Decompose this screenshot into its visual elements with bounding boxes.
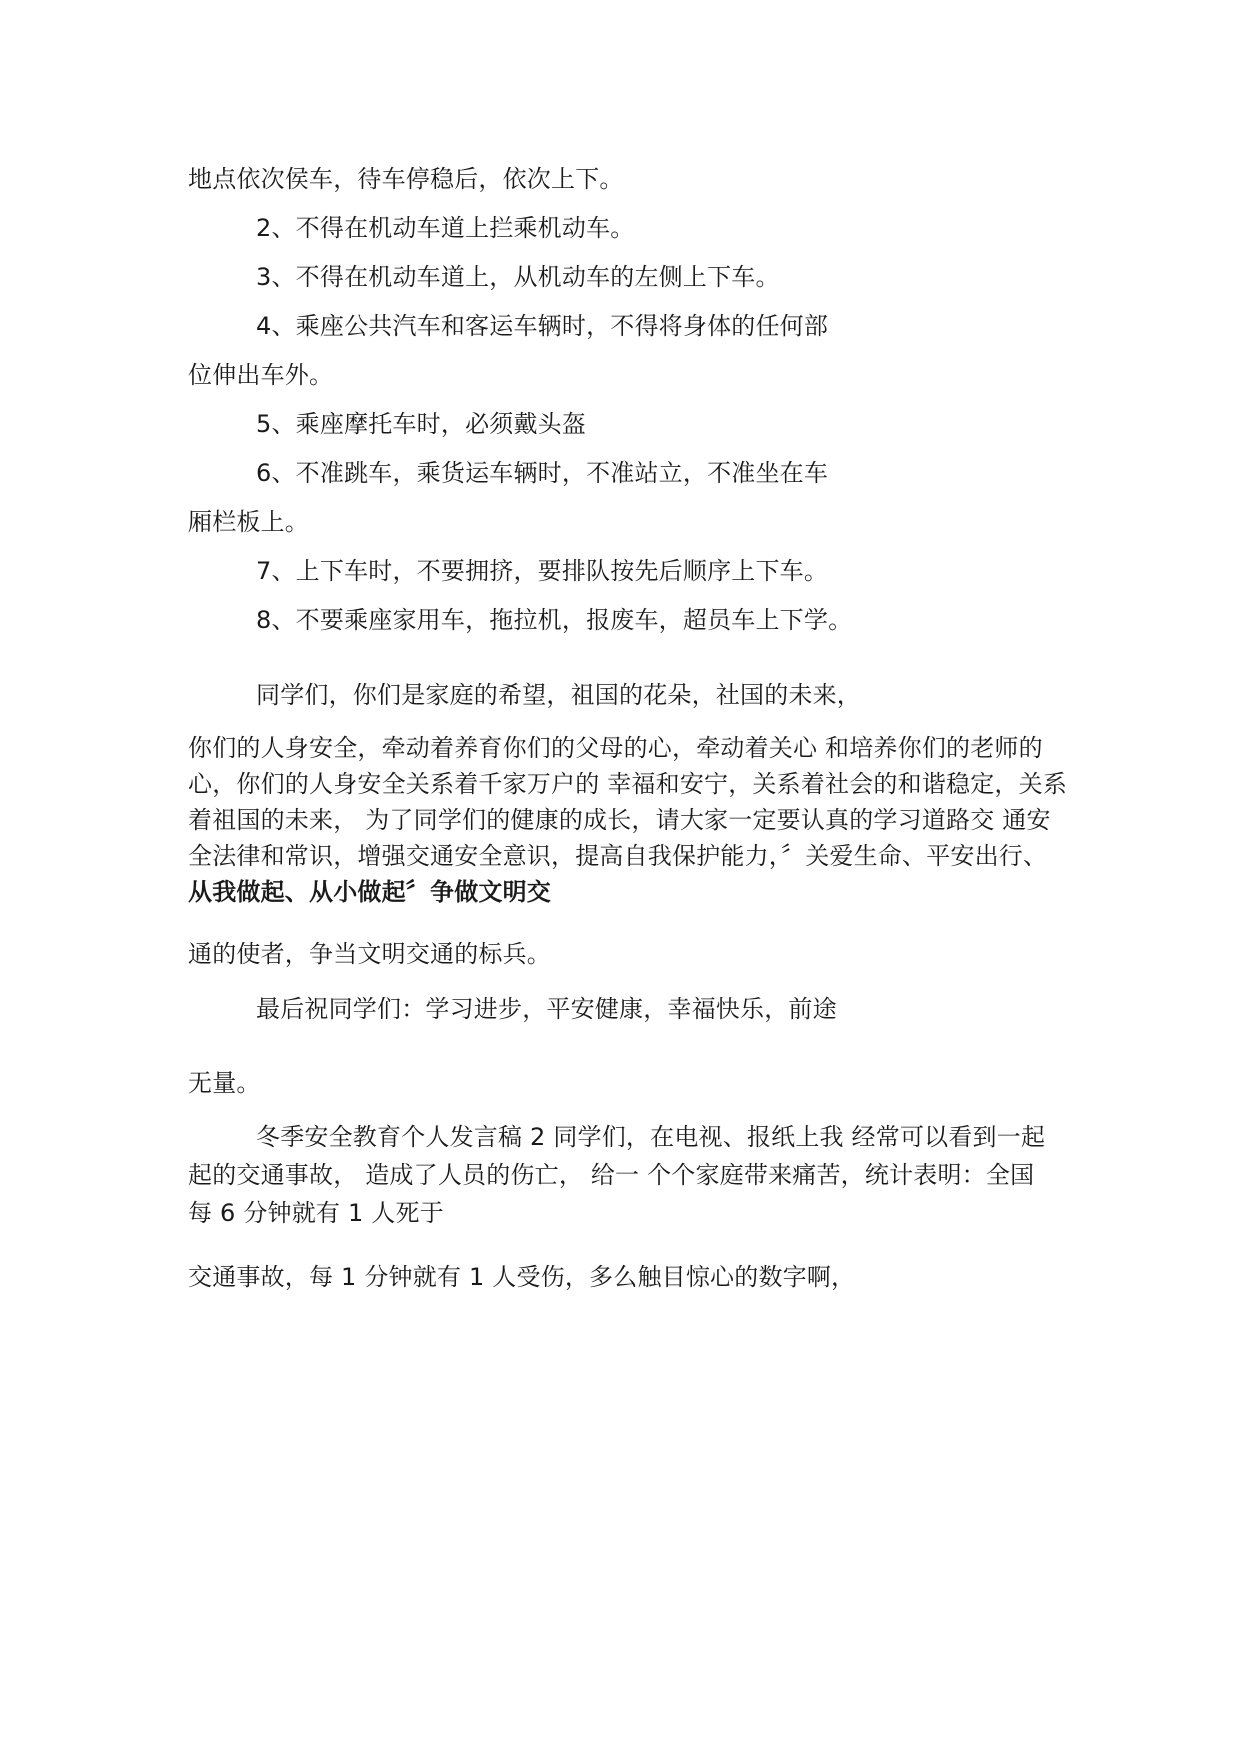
text-line: 起的交通事故， 造成了人员的伤亡， 给一 个个家庭带来痛苦，统计表明：全国 (188, 1161, 1035, 1189)
text-line: 从我做起、从小做起〞争做文明交 (188, 878, 551, 906)
text-line: 3、不得在机动车道上，从机动车的左侧上下车。 (256, 263, 780, 291)
text-line: 厢栏板上。 (188, 508, 309, 536)
text-line: 7、上下车时，不要拥挤，要排队按先后顺序上下车。 (256, 557, 829, 585)
text-line: 你们的人身安全，牵动着养育你们的父母的心，牵动着关心 和培养你们的老师的 (188, 734, 1043, 762)
text-line: 地点依次侯车，待车停稳后，依次上下。 (188, 165, 624, 193)
text-line: 4、乘座公共汽车和客运车辆时，不得将身体的任何部 (256, 312, 829, 340)
text-line: 着祖国的未来， 为了同学们的健康的成长，请大家一定要认真的学习道路交 通安 (188, 806, 1051, 834)
text-line: 全法律和常识，增强交通安全意识，提高自我保护能力，〞关爱生命、平安出行、 (188, 842, 1048, 870)
text-line: 同学们，你们是家庭的希望，祖国的花朵，社国的未来， (256, 681, 861, 709)
text-line: 位伸出车外。 (188, 361, 334, 389)
text-line: 2、不得在机动车道上拦乘机动车。 (256, 214, 635, 242)
text-line: 6、不准跳车，乘货运车辆时，不准站立，不准坐在车 (256, 459, 829, 487)
text-line: 冬季安全教育个人发言稿 2 同学们，在电视、报纸上我 经常可以看到一起 (256, 1123, 1046, 1151)
text-line: 交通事故，每 1 分钟就有 1 人受伤，多么触目惊心的数字啊， (188, 1263, 856, 1291)
text-line: 5、乘座摩托车时，必须戴头盔 (256, 410, 587, 438)
text-line: 无量。 (188, 1069, 261, 1097)
text-line: 通的使者，争当文明交通的标兵。 (188, 940, 551, 968)
text-line: 每 6 分钟就有 1 人死于 (188, 1199, 444, 1227)
text-line: 心，你们的人身安全关系着千家万户的 幸福和安宁，关系着社会的和谐稳定，关系 (188, 770, 1068, 798)
text-line: 8、不要乘座家用车，拖拉机，报废车，超员车上下学。 (256, 606, 853, 634)
text-line: 最后祝同学们：学习进步，平安健康，幸福快乐，前途 (256, 995, 837, 1023)
